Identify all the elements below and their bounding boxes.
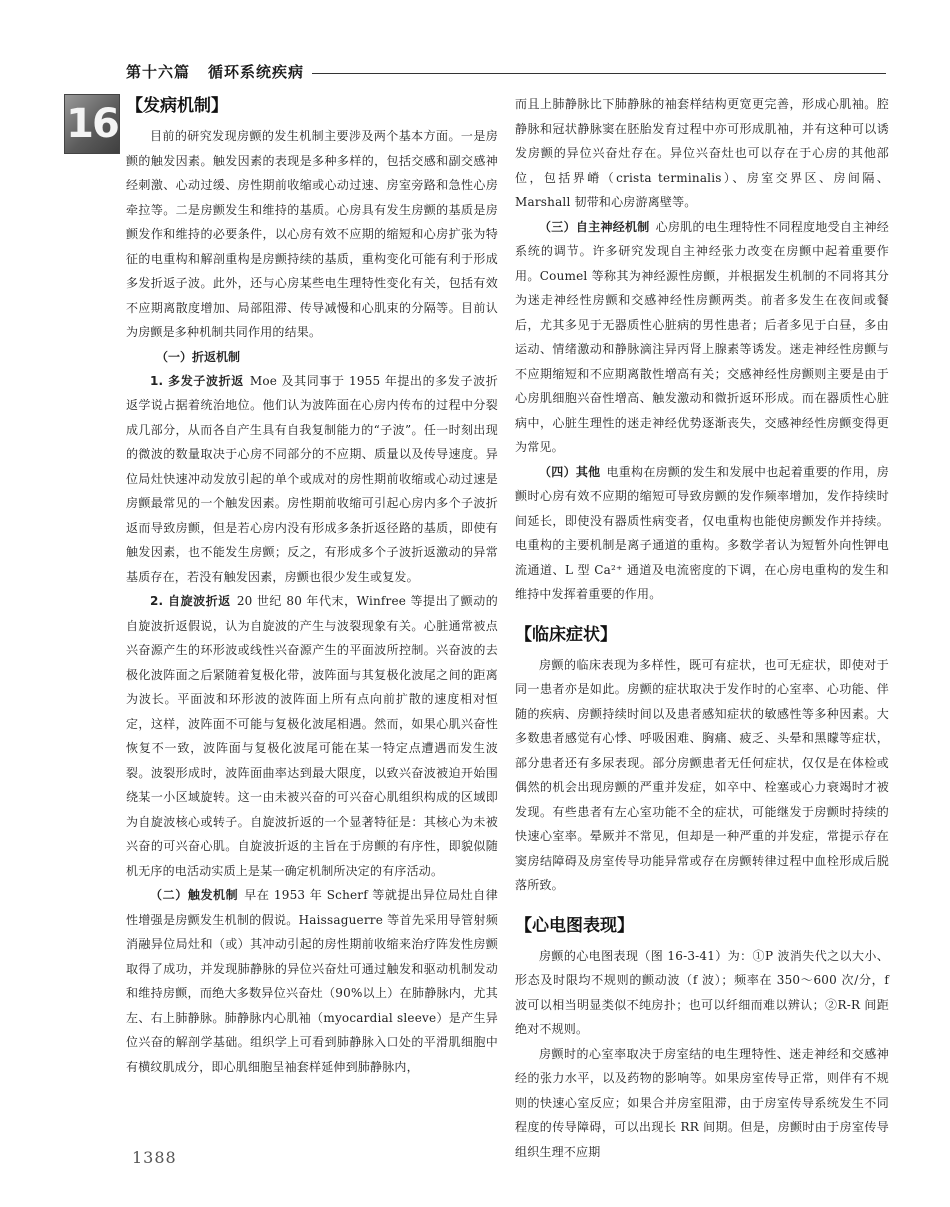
paragraph-lead-multiple-wavelet: 1. 多发子波折返	[150, 373, 244, 388]
paragraph-lead-autonomic: （三）自主神经机制	[539, 219, 650, 234]
paragraph-rotor	[126, 589, 498, 883]
right-column	[515, 92, 889, 1164]
paragraph-lead-rotor: 2. 自旋波折返	[150, 594, 231, 608]
paragraph-lead-other: （四）其他	[539, 464, 601, 479]
paragraph-pathogenesis-intro: 目前的研究发现房颤的发生机制主要涉及两个基本方面。一是房颤的触发因素。触发因素的表现是多种多样的，包括交感和副交感神经刺激、心动过缓、房性期前收缩或心动过速、房室旁路和急性心房牵拉等。二是房颤发生和维持的基质。心房具有发生房颤的基质是房颤发作和维持的必要条件，以心房有效不应期的缩短和心房扩张为特征的电重构和解剖重构是房颤持续的基质，重构变化可能有利于形成多发折返子波。此外，还与心房某些电生理特性变化有关，包括有效不应期离散度增加、局部阻滞、传导减慢和心肌束的分隔等。目前认为房颤是多种机制共同作用的结果。	[126, 129, 498, 339]
header-title: 循环系统疾病	[208, 62, 305, 81]
paragraph-clinical: 房颤的临床表现为多样性，既可有症状，也可无症状，即使对于同一患者亦是如此。房颤的症状取决于发作时的心室率、心功能、伴随的疾病、房颤持续时间以及患者感知症状的敏感性等多种因素。大多数患者感觉有心悸、呼吸困难、胸痛、疲乏、头晕和黑矇等症状，部分患者还有多尿表现。部分房颤患者无任何症状，仅仅是在体检或偶然的机会出现房颤的严重并发症，如卒中、栓塞或心力衰竭时才被发现。有些患者有左心室功能不全的症状，可能继发于房颤时持续的快速心室率。晕厥并不常见，但却是一种严重的并发症，常提示存在窦房结障碍及房室传导功能异常或存在房颤转律过程中血栓形成后脱落所致。	[515, 657, 889, 892]
paragraph-text-rotor: 20 世纪 80 年代末，Winfree 等提出了颤动的自旋波折返假说，认为自旋波的产生与波裂现象有关。心脏通常被点兴奋源产生的环形波或线性兴奋源产生的平面波所控制。兴奋波的去极化波阵面之后紧随着复极化带，波阵面与其复极化波尾之间的距离为波长。平面波和环形波的波阵面上所有点向前扩散的速度相对恒定，这样，波阵面不可能与复极化波尾相遇。然而，如果心肌兴奋性恢复不一致，波阵面与复极化波尾可能在某一特定点遭遇而发生波裂。波裂形成时，波阵面曲率达到最大限度，以致兴奋波被迫开始围绕某一小区域旋转。这一由未被兴奋的可兴奋心肌组织构成的区域即为自旋波核心或转子。自旋波折返的一个显著特征是：其核心为未被兴奋的可兴奋心肌。自旋波折返的主旨在于房颤的有序性，即貌似随机无序的电活动实质上是某一确定机制所决定的有序活动。	[126, 594, 499, 878]
section-title-clinical: 【临床症状】	[515, 624, 617, 645]
paragraph-multiple-wavelet	[126, 369, 498, 590]
chapter-number-badge	[64, 94, 120, 154]
header-rule	[312, 73, 886, 74]
paragraph-other	[515, 460, 889, 607]
paragraph-ecg-1: 房颤的心电图表现（图 16-3-41）为：①P 波消失代之以大小、形态及时限均不规则的颤动波（f 波）；频率在 350～600 次/分，f 波可以相当明显类似不纯房扑；也可以纤细而难以辨认；②R-R 间距绝对不规则。	[515, 948, 889, 1036]
section-title-ecg: 【心电图表现】	[515, 915, 634, 936]
paragraph-lead-trigger: （二）触发机制	[150, 888, 239, 902]
running-header	[126, 58, 886, 84]
section-title-pathogenesis: 【发病机制】	[126, 96, 228, 116]
paragraph-text-other: 电重构在房颤的发生和发展中也起着重要的作用，房颤时心房有效不应期的缩短可导致房颤的发作频率增加，发作持续时间延长，即使没有器质性病变者，仅电重构也能使房颤发作并持续。电重构的主要机制是离子通道的重构。多数学者认为短暂外向性钾电流通道、L 型 Ca²⁺ 通道及电流密度的下调，在心房电重构的发生和维持中发挥着重要的作用。	[515, 464, 889, 601]
page-number: 1388	[132, 1148, 177, 1167]
left-column	[126, 92, 498, 1079]
header-part: 第十六篇	[126, 62, 191, 81]
paragraph-trigger	[126, 883, 498, 1079]
paragraph-trigger-continued: 而且上肺静脉比下肺静脉的袖套样结构更宽更完善，形成心肌袖。腔静脉和冠状静脉窦在胚胎发育过程中亦可形成肌袖，并有这种可以诱发房颤的异位兴奋灶存在。异位兴奋灶也可以存在于心房的其他部位，包括界嵴（crista terminalis）、房室交界区、房间隔、Marshall 韧带和心房游离壁等。	[515, 97, 889, 209]
paragraph-text-autonomic: 心房肌的电生理特性不同程度地受自主神经系统的调节。许多研究发现自主神经张力改变在房颤中起着重要作用。Coumel 等称其为神经源性房颤，并根据发生机制的不同将其分为迷走神经性房颤和交感神经性房颤两类。前者多发生在夜间或餐后，尤其多见于无器质性心脏病的男性患者；后者多见于白昼，多由运动、情绪激动和静脉滴注异丙肾上腺素等诱发。迷走神经性房颤与不应期缩短和不应期离散性增高有关；交感神经性房颤则主要是由于心房肌细胞兴奋性增高、触发激动和微折返环形成。而在器质性心脏病中，心脏生理性的迷走神经优势逐渐丧失，交感神经性房颤变得更为常见。	[515, 219, 889, 454]
paragraph-text-multiple-wavelet: Moe 及其同事于 1955 年提出的多发子波折返学说占据着统治地位。他们认为波阵面在心房内传布的过程中分裂成几部分，从而各自产生具有自我复制能力的“子波”。任一时刻出现的微波的数量取决于心房不同部分的不应期、质量以及传导速度。异位局灶快速冲动发放引起的单个或成对的房性期前收缩或心动过速是房颤最常见的一个触发因素。房性期前收缩可引起心房内多个子波折返而导致房颤，但是若心房内没有形成多条折返径路的基质，即使有触发因素，也不能发生房颤；反之，有形成多个子波折返激动的异常基质存在，若没有触发因素，房颤也很少发生或复发。	[126, 373, 498, 584]
paragraph-ecg-2: 房颤时的心室率取决于房室结的电生理特性、迷走神经和交感神经的张力水平，以及药物的影响等。如果房室传导正常，则伴有不规则的快速心室反应；如果合并房室阻滞，由于房室传导系统发生不同程度的传导障碍，可以出现长 RR 间期。但是，房颤时由于房室传导组织生理不应期	[515, 1046, 889, 1159]
paragraph-text-trigger: 早在 1953 年 Scherf 等就提出异位局灶自律性增强是房颤发生机制的假说。Haissaguerre 等首先采用导管射频消融异位局灶和（或）其冲动引起的房性期前收缩来治疗阵发性房颤取得了成功，并发现肺静脉的异位兴奋灶可通过触发和驱动机制发动和维持房颤，而绝大多数异位兴奋灶（90%以上）在肺静脉内，尤其左、右上肺静脉。肺静脉内心肌袖（myocardial sleeve）是产生异位兴奋的解剖学基础。组织学上可看到肺静脉入口处的平滑肌细胞中有横纹肌成分，即心肌细胞呈袖套样延伸到肺静脉内，	[126, 888, 498, 1074]
paragraph-autonomic	[515, 215, 889, 460]
subsection-title-reentry: （一）折返机制	[156, 349, 241, 364]
chapter-number: 16	[66, 101, 118, 147]
